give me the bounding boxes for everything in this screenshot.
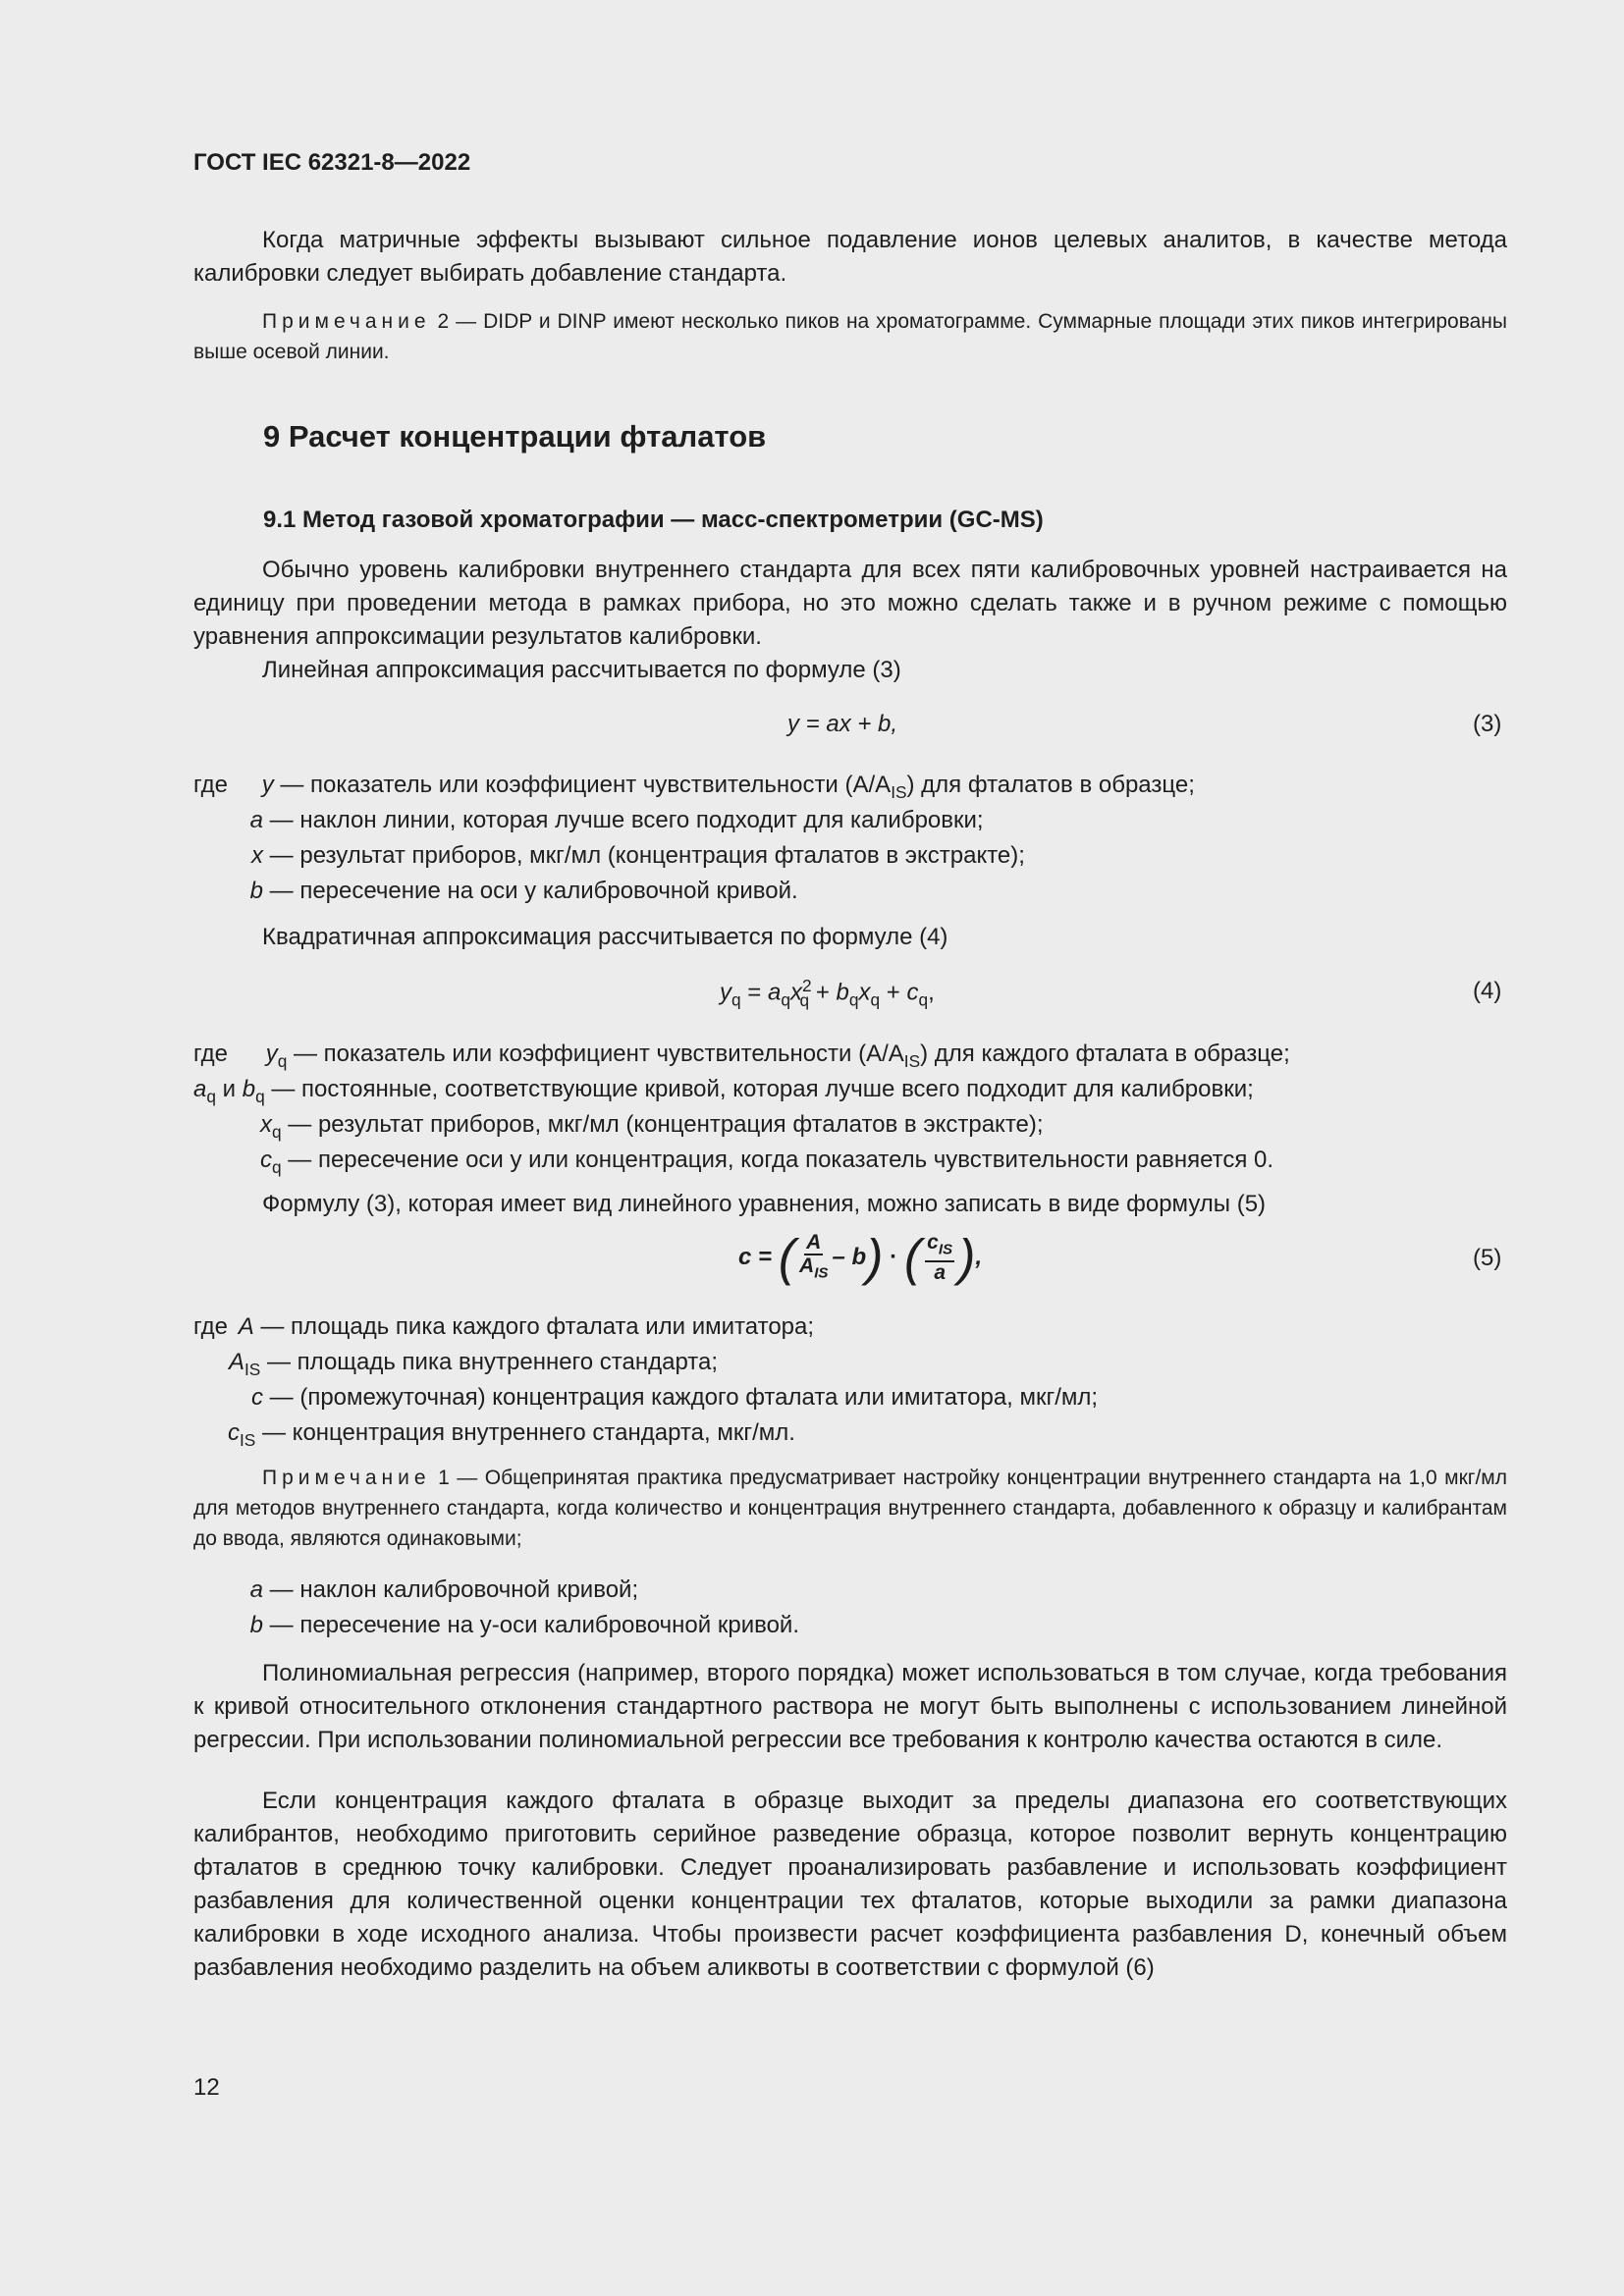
paragraph-formula-5: Формулу (3), которая имеет вид линейного уравнения, можно записать в виде формулы (5): [262, 1191, 1267, 1217]
page-number: 12: [193, 2074, 220, 2101]
where-eq5-row-2: $A_{IS}$ — площадь пика внутреннего стандарта;: [228, 1349, 719, 1380]
where-eq5b-row-1: a — наклон калибровочной кривой;: [249, 1576, 639, 1603]
equation-4: $y_q = a_qx^2_q + b_qx_q + c_q$,: [720, 976, 935, 1010]
where-eq4-row-3: $x_q$ — результат приборов, мкг/мл (концентрация фталатов в экстракте);: [260, 1111, 1044, 1143]
paragraph-linear: Линейная аппроксимация рассчитывается по формуле (3): [262, 657, 901, 683]
note-1: [193, 1463, 1507, 1554]
where-eq4-row-4: $c_q$ — пересечение оси y или концентрация, когда показатель чувствительности равняется 0.: [260, 1147, 1274, 1178]
equation-3: y = ax + b,: [787, 711, 898, 737]
where-eq5b-row-2: b — пересечение на y-оси калибровочной кривой.: [249, 1612, 800, 1638]
where-eq5-row-3: c — (промежуточная) концентрация каждого фталата или имитатора, мкг/мл;: [251, 1384, 1099, 1411]
paragraph-dilution: Если концентрация каждого фталата в образце выходит за пределы диапазона его соответствующих калибрантов, необходимо приготовить серийное разведение образца, которое позволит вернуть концентрацию фталатов в среднюю точку калибровки. Следует проанализировать разбавление и использовать коэффициент разбавления для количественной оценки концентрации тех фталатов, которые выходили за рамки диапазона калибровки в ходе исходного анализа. Чтобы произвести расчет коэффициента разбавления D, конечный объем разбавления необходимо разделить на объем аликвоты в соответствии с формулой (6): [193, 1788, 1507, 1981]
document-header: ГОСТ IEC 62321-8—2022: [193, 149, 471, 176]
where-eq3-row-2: a — наклон линии, которая лучше всего подходит для калибровки;: [249, 807, 984, 833]
note-2-text: 2 — DIDP и DINP имеют несколько пиков на хроматограмме. Суммарные площади этих пиков интегрированы выше осевой линии.: [193, 310, 1507, 363]
intro-paragraph: Когда матричные эффекты вызывают сильное подавление ионов целевых аналитов, в качестве метода калибровки следует выбирать добавление стандарта.: [193, 227, 1507, 287]
equation-4-number: (4): [1473, 978, 1502, 1004]
equation-3-number: (3): [1473, 711, 1502, 737]
note-2: [193, 306, 1507, 367]
where-label: где: [193, 772, 229, 798]
paragraph-quadratic: Квадратичная аппроксимация рассчитывается по формуле (4): [262, 924, 948, 950]
subsection-title: 9.1 Метод газовой хроматографии — масс-спектрометрии (GC-MS): [263, 507, 1044, 533]
where-eq5-row-1: где A — площадь пика каждого фталата или имитатора;: [193, 1313, 815, 1340]
where-eq3-row-3: x — результат приборов, мкг/мл (концентрация фталатов в экстракте);: [251, 842, 1025, 869]
where-eq5-row-4: $c_{IS}$ — концентрация внутреннего стандарта, мкг/мл.: [228, 1419, 795, 1451]
where-eq3-row-4: b — пересечение на оси y калибровочной кривой.: [249, 878, 798, 904]
note-1-text: 1 — Общепринятая практика предусматривает настройку концентрации внутреннего стандарта на 1,0 мкг/мл для методов внутреннего стандарта, когда количество и концентрация внутреннего стандарта, добавленного к образцу и калибрантам до ввода, являются одинаковыми;: [193, 1467, 1507, 1550]
where-eq4-row-2: $a_q$ и $b_q$ — постоянные, соответствующие кривой, которая лучше всего подходит для калибровки;: [193, 1076, 1254, 1107]
where-eq4-row-1: где $y_q$ — показатель или коэффициент чувствительности $(A/A_{IS})$ для каждого фталата в образце;: [193, 1041, 1290, 1072]
note-1-label: Примечание: [262, 1467, 431, 1489]
note-2-label: Примечание: [262, 310, 431, 333]
equation-5-number: (5): [1473, 1245, 1502, 1271]
equation-5: c = ( $\frac{A}{A_{IS}}$ – b) · ( $\frac{c_{IS}}{a}$ ),: [738, 1229, 983, 1287]
section-title: 9 Расчет концентрации фталатов: [263, 419, 767, 454]
where-eq3-row-1: где y — показатель или коэффициент чувствительности $(A/A_{IS})$ для фталатов в образце;: [193, 772, 1195, 803]
paragraph-calibration: Обычно уровень калибровки внутреннего стандарта для всех пяти калибровочных уровней настраивается на единицу при проведении метода в рамках прибора, но это можно сделать также и в ручном режиме с помощью уравнения аппроксимации результатов калибровки.: [193, 557, 1507, 650]
paragraph-polynomial: Полиномиальная регрессия (например, второго порядка) может использоваться в том случае, когда требования к кривой относительного отклонения стандартного раствора не могут быть выполнены с использованием линейной регрессии. При использовании полиномиальной регрессии все требования к контролю качества остаются в силе.: [193, 1660, 1507, 1753]
